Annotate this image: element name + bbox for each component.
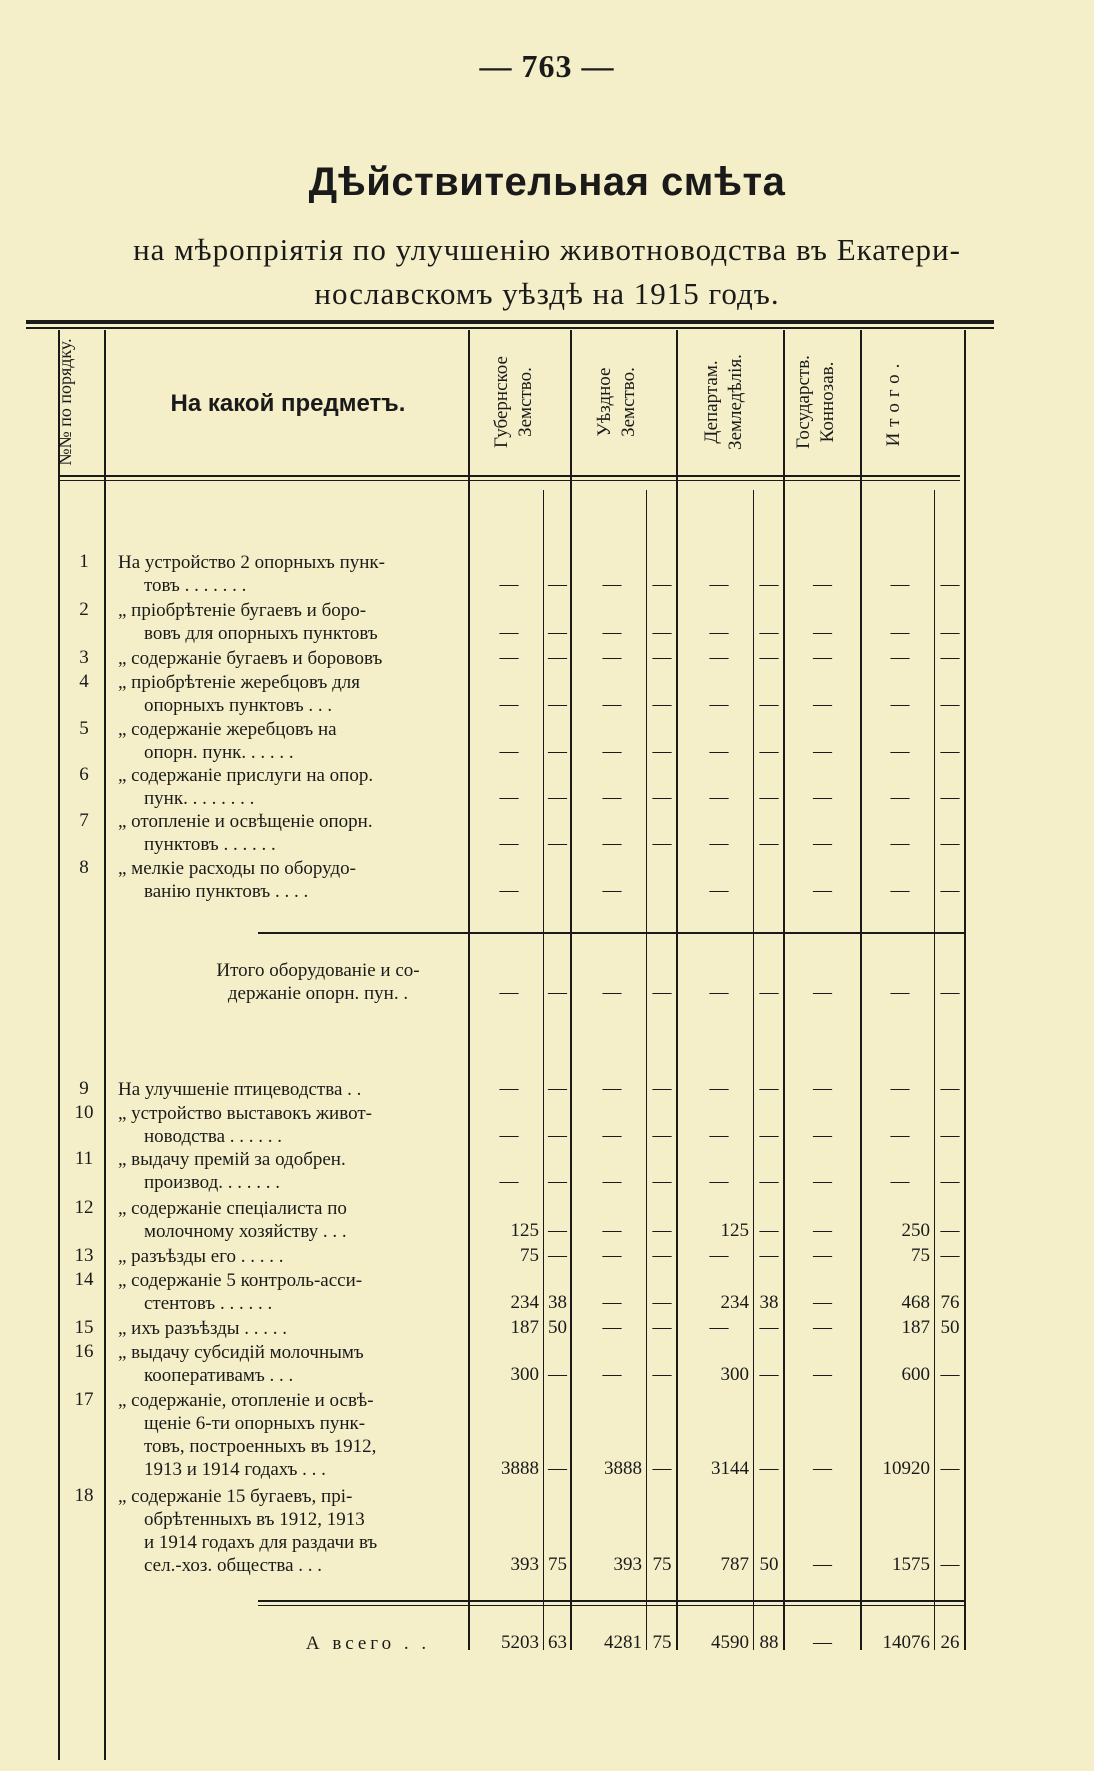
- subtotal-uezd-kop: —: [652, 982, 672, 1003]
- col-line-uezd-k: [646, 490, 647, 1650]
- table-row-17-subject: [118, 1389, 456, 1481]
- grand-total-label: А всего . .: [305, 1633, 431, 1654]
- table-row-11-subject: [118, 1148, 456, 1194]
- header-itogo: Итого.: [883, 357, 904, 447]
- table-row-7-gub-value: —: [499, 833, 519, 854]
- table-row-13-uezd-value: —: [602, 1245, 622, 1266]
- table-row-11-gos-value: —: [813, 1171, 832, 1192]
- table-row-16-subject: [118, 1341, 456, 1387]
- table-row-6-it-kop: —: [940, 787, 960, 808]
- table-row-18-it-kop: —: [940, 1554, 960, 1575]
- table-row-7-dep-value: —: [709, 833, 729, 854]
- table-row-15-gub-kop: 50: [548, 1317, 567, 1338]
- table-row-12-gub-value: 125: [510, 1220, 539, 1241]
- table-row-3-it-value: —: [890, 647, 910, 668]
- header-gos: Государств. Коннозав.: [793, 355, 838, 449]
- table-row-10-subject: [118, 1102, 456, 1148]
- table-row-11-dep-value: —: [709, 1171, 729, 1192]
- table-row-11-gub-value: —: [499, 1171, 519, 1192]
- grand-total-dep-kop: 88: [759, 1632, 779, 1653]
- table-row-2-it-value: —: [890, 622, 910, 643]
- subtotal-gos-value: —: [813, 982, 832, 1003]
- table-row-10-gub-kop: —: [548, 1125, 567, 1146]
- header-dep: Департам. Земледѣлія.: [701, 354, 746, 450]
- table-row-18-uezd-value: 393: [613, 1554, 642, 1575]
- table-row-12-uezd-value: —: [602, 1220, 622, 1241]
- table-row-4-subject-line-1: „ пріобрѣтеніе жеребцовъ для: [118, 672, 361, 693]
- subtotal-it-value: —: [890, 982, 910, 1003]
- table-row-3-gub-value: —: [499, 647, 519, 668]
- subtitle-line-2: нославскомъ уѣздѣ на 1915 годъ.: [314, 276, 780, 311]
- table-row-9-it-value: —: [890, 1078, 910, 1099]
- table-row-17-uezd-value: 3888: [604, 1458, 642, 1479]
- table-row-11-gub-kop: —: [548, 1171, 567, 1192]
- table-row-12-subject: [118, 1197, 456, 1243]
- table-row-9-uezd-kop: —: [652, 1078, 672, 1099]
- grand-total-uezd-kop: 75: [652, 1632, 672, 1653]
- table-row-2-number: 2: [79, 599, 89, 620]
- table-row-15-subject: [118, 1317, 456, 1340]
- table-row-15-dep-kop: —: [759, 1317, 779, 1338]
- table-row-8-gos-value: —: [813, 880, 832, 901]
- table-row-9-it-kop: —: [940, 1078, 960, 1099]
- grand-total-gub-value: 5203: [501, 1632, 539, 1653]
- table-row-14-it-kop: 76: [940, 1292, 960, 1313]
- table-row-15-it-kop: 50: [940, 1317, 960, 1338]
- table-row-12-dep-kop: —: [759, 1220, 779, 1241]
- table-row-10-gos-value: —: [813, 1125, 832, 1146]
- table-row-7-uezd-value: —: [602, 833, 622, 854]
- subtotal-rule: [258, 932, 964, 934]
- table-row-9-uezd-value: —: [602, 1078, 622, 1099]
- grand-total-gub-kop: 63: [548, 1632, 567, 1653]
- table-row-7-it-kop: —: [940, 833, 960, 854]
- table-row-17-subject-line-1: „ содержаніе, отопленіе и освѣ-: [118, 1390, 374, 1411]
- table-row-2-subject-line-1: „ пріобрѣтеніе бугаевъ и боро-: [118, 600, 367, 621]
- table-row-18-number: 18: [74, 1485, 94, 1506]
- table-row-9-gub-value: —: [499, 1078, 519, 1099]
- table-row-8-dep-value: —: [709, 880, 729, 901]
- table-row-5-number: 5: [79, 718, 89, 739]
- table-row-3-uezd-value: —: [602, 647, 622, 668]
- table-row-17-gub-value: 3888: [501, 1458, 539, 1479]
- grand-total-rule: [258, 1600, 964, 1602]
- grand-total-gos-value: —: [813, 1632, 832, 1653]
- table-row-10-uezd-value: —: [602, 1125, 622, 1146]
- table-row-6-subject: [118, 764, 456, 810]
- table-row-14-dep-kop: 38: [759, 1292, 779, 1313]
- table-row-2-uezd-value: —: [602, 622, 622, 643]
- col-line-right: [964, 330, 966, 1650]
- table-row-17-uezd-kop: —: [652, 1458, 672, 1479]
- table-row-15-number: 15: [74, 1317, 94, 1338]
- table-row-18-gub-kop: 75: [548, 1554, 567, 1575]
- table-row-13-subject: [118, 1245, 456, 1268]
- table-row-15-dep-value: —: [709, 1317, 729, 1338]
- table-row-4-dep-kop: —: [759, 694, 779, 715]
- table-row-3-number: 3: [79, 647, 89, 668]
- grand-total-it-value: 14076: [882, 1632, 930, 1653]
- col-line-gos: [860, 330, 862, 1650]
- subtotal-it-kop: —: [940, 982, 960, 1003]
- grand-total-rule-2: [258, 1605, 964, 1606]
- table-row-5-uezd-kop: —: [652, 741, 672, 762]
- table-row-9-dep-value: —: [709, 1078, 729, 1099]
- table-row-17-gub-kop: —: [548, 1458, 567, 1479]
- table-row-7-it-value: —: [890, 833, 910, 854]
- table-row-14-subject-line-1: „ содержаніе 5 контроль-асси-: [118, 1270, 363, 1291]
- table-row-8-gub-value: —: [499, 880, 519, 901]
- table-row-16-uezd-value: —: [602, 1364, 622, 1385]
- table-row-13-dep-kop: —: [759, 1245, 779, 1266]
- table-row-5-subject-line-1: „ содержаніе жеребцовъ на: [118, 719, 337, 740]
- table-row-2-gub-kop: —: [548, 622, 567, 643]
- table-row-12-subject-line-2: молочному хозяйству . . .: [144, 1221, 347, 1242]
- table-row-15-gos-value: —: [813, 1317, 832, 1338]
- header-bottom-rule-2: [60, 480, 960, 481]
- table-row-7-dep-kop: —: [759, 833, 779, 854]
- table-row-18-subject-line-4: сел.-хоз. общества . . .: [144, 1555, 323, 1576]
- table-row-4-number: 4: [79, 671, 89, 692]
- table-row-1-number: 1: [79, 551, 89, 572]
- table-row-7-uezd-kop: —: [652, 833, 672, 854]
- table-row-10-subject-line-2: новодства . . . . . .: [144, 1126, 283, 1147]
- header-bottom-rule: [60, 475, 960, 477]
- table-row-11-subject-line-1: „ выдачу премій за одобрен.: [118, 1149, 346, 1170]
- table-row-4-it-value: —: [890, 694, 910, 715]
- table-row-4-subject: [118, 671, 456, 717]
- table-row-1-gub-kop: —: [548, 574, 567, 595]
- table-row-17-it-value: 10920: [882, 1458, 930, 1479]
- table-row-1-it-value: —: [890, 574, 910, 595]
- table-row-11-it-value: —: [890, 1171, 910, 1192]
- table-row-7-gos-value: —: [813, 833, 832, 854]
- table-row-3-subject: [118, 647, 456, 670]
- table-row-2-dep-kop: —: [759, 622, 779, 643]
- table-row-12-it-kop: —: [940, 1220, 960, 1241]
- table-row-1-uezd-kop: —: [652, 574, 672, 595]
- table-row-9-subject-line-1: На улучшеніе птицеводства . .: [118, 1079, 362, 1100]
- table-row-16-gub-value: 300: [510, 1364, 539, 1385]
- table-row-15-uezd-kop: —: [652, 1317, 672, 1338]
- table-row-5-uezd-value: —: [602, 741, 622, 762]
- table-row-2-it-kop: —: [940, 622, 960, 643]
- table-row-11-it-kop: —: [940, 1171, 960, 1192]
- table-row-15-it-value: 187: [901, 1317, 930, 1338]
- col-line-it-k: [934, 490, 935, 1650]
- header-subject: На какой предметъ.: [170, 390, 406, 417]
- table-row-16-uezd-kop: —: [652, 1364, 672, 1385]
- table-top-rule-thin: [26, 327, 994, 329]
- table-row-17-dep-kop: —: [759, 1458, 779, 1479]
- table-row-3-it-kop: —: [940, 647, 960, 668]
- col-line-subject: [468, 330, 470, 1650]
- table-row-14-subject-line-2: стентовъ . . . . . .: [144, 1293, 273, 1314]
- table-row-5-it-kop: —: [940, 741, 960, 762]
- table-row-9-gub-kop: —: [548, 1078, 567, 1099]
- table-row-5-dep-value: —: [709, 741, 729, 762]
- col-line-num: [104, 330, 106, 1760]
- table-row-4-uezd-value: —: [602, 694, 622, 715]
- table-row-17-subject-line-3: товъ, построенныхъ въ 1912,: [144, 1436, 377, 1457]
- grand-total-dep-value: 4590: [711, 1632, 749, 1653]
- table-row-11-number: 11: [74, 1148, 94, 1169]
- table-row-7-subject-line-1: „ отопленіе и освѣщеніе опорн.: [118, 811, 373, 832]
- table-top-rule: [26, 320, 994, 324]
- subtotal-label-line-1: Итого оборудованіе и со-: [216, 960, 420, 981]
- table-row-18-subject-line-2: обрѣтенныхъ въ 1912, 1913: [144, 1509, 365, 1530]
- col-line-dep-k: [753, 490, 754, 1650]
- table-row-10-it-value: —: [890, 1125, 910, 1146]
- table-row-15-subject-line-1: „ ихъ разъѣзды . . . . .: [118, 1318, 288, 1339]
- table-row-8-it-kop: —: [940, 880, 960, 901]
- page-number: — 763 —: [479, 48, 615, 84]
- table-row-6-dep-value: —: [709, 787, 729, 808]
- header-num: №№ по порядку.: [55, 338, 75, 466]
- table-row-1-gub-value: —: [499, 574, 519, 595]
- subtotal-gub-kop: —: [548, 982, 567, 1003]
- table-row-3-dep-value: —: [709, 647, 729, 668]
- table-row-10-gub-value: —: [499, 1125, 519, 1146]
- table-row-3-subject-line-1: „ содержаніе бугаевъ и борововъ: [118, 648, 383, 669]
- table-row-17-subject-line-2: щеніе 6-ти опорныхъ пунк-: [144, 1413, 366, 1434]
- table-row-16-gub-kop: —: [548, 1364, 567, 1385]
- table-row-13-gub-kop: —: [548, 1245, 567, 1266]
- table-row-1-dep-value: —: [709, 574, 729, 595]
- table-row-5-it-value: —: [890, 741, 910, 762]
- table-row-12-subject-line-1: „ содержаніе спеціалиста по: [118, 1198, 347, 1219]
- table-row-12-dep-value: 125: [720, 1220, 749, 1241]
- table-row-17-gos-value: —: [813, 1458, 832, 1479]
- table-row-6-gos-value: —: [813, 787, 832, 808]
- table-row-17-subject-line-4: 1913 и 1914 годахъ . . .: [144, 1459, 326, 1480]
- header-gub: Губернское Земство.: [491, 356, 536, 448]
- table-row-1-it-kop: —: [940, 574, 960, 595]
- table-row-16-subject-line-2: кооперативамъ . . .: [144, 1365, 294, 1386]
- table-row-9-dep-kop: —: [759, 1078, 779, 1099]
- table-row-7-number: 7: [79, 810, 89, 831]
- table-row-5-subject-line-2: опорн. пунк. . . . . .: [144, 742, 294, 763]
- table-row-2-uezd-kop: —: [652, 622, 672, 643]
- table-row-6-gub-kop: —: [548, 787, 567, 808]
- table-row-14-gos-value: —: [813, 1292, 832, 1313]
- table-row-17-dep-value: 3144: [711, 1458, 749, 1479]
- table-row-13-dep-value: —: [709, 1245, 729, 1266]
- table-row-12-uezd-kop: —: [652, 1220, 672, 1241]
- table-row-8-subject: [118, 857, 456, 903]
- col-line-uezd: [676, 330, 678, 1650]
- table-row-6-uezd-value: —: [602, 787, 622, 808]
- table-row-4-subject-line-2: опорныхъ пунктовъ . . .: [144, 695, 333, 716]
- header-uezd: Уѣздное Земство.: [594, 367, 639, 437]
- table-row-14-it-value: 468: [901, 1292, 930, 1313]
- page-subtitle: [30, 228, 1064, 316]
- table-row-7-subject: [118, 810, 456, 856]
- table-row-12-number: 12: [74, 1197, 94, 1218]
- table-row-1-uezd-value: —: [602, 574, 622, 595]
- table-row-11-uezd-value: —: [602, 1171, 622, 1192]
- table-row-6-uezd-kop: —: [652, 787, 672, 808]
- table-row-11-subject-line-2: производ. . . . . . .: [144, 1172, 281, 1193]
- table-row-17-it-kop: —: [940, 1458, 960, 1479]
- table-row-6-gub-value: —: [499, 787, 519, 808]
- col-line-gub-k: [543, 490, 544, 1650]
- table-row-14-uezd-value: —: [602, 1292, 622, 1313]
- table-row-18-dep-kop: 50: [759, 1554, 779, 1575]
- subtotal-dep-kop: —: [759, 982, 779, 1003]
- table-row-10-number: 10: [74, 1102, 94, 1123]
- table-row-1-subject-line-2: товъ . . . . . . .: [144, 575, 247, 596]
- table-row-10-uezd-kop: —: [652, 1125, 672, 1146]
- col-line-gub: [570, 330, 572, 1650]
- grand-total-uezd-value: 4281: [604, 1632, 642, 1653]
- table-row-4-gub-value: —: [499, 694, 519, 715]
- table-row-1-dep-kop: —: [759, 574, 779, 595]
- table-row-18-it-value: 1575: [892, 1554, 930, 1575]
- table-row-7-gub-kop: —: [548, 833, 567, 854]
- subtitle-line-1: на мѣропріятія по улучшенію животноводства въ Екатери-: [133, 232, 961, 267]
- table-row-14-gub-value: 234: [510, 1292, 539, 1313]
- table-row-6-it-value: —: [890, 787, 910, 808]
- table-row-5-gos-value: —: [813, 741, 832, 762]
- table-row-14-uezd-kop: —: [652, 1292, 672, 1313]
- subtotal-gub-value: —: [499, 982, 519, 1003]
- table-row-12-gos-value: —: [813, 1220, 832, 1241]
- table-row-6-number: 6: [79, 764, 89, 785]
- table-row-16-it-value: 600: [901, 1364, 930, 1385]
- table-row-8-number: 8: [79, 857, 89, 878]
- table-row-5-gub-kop: —: [548, 741, 567, 762]
- table-row-18-dep-value: 787: [720, 1554, 749, 1575]
- table-row-4-it-kop: —: [940, 694, 960, 715]
- table-row-15-gub-value: 187: [510, 1317, 539, 1338]
- table-row-5-subject: [118, 718, 456, 764]
- table-row-13-uezd-kop: —: [652, 1245, 672, 1266]
- table-row-13-it-kop: —: [940, 1245, 960, 1266]
- table-row-10-dep-value: —: [709, 1125, 729, 1146]
- table-row-9-gos-value: —: [813, 1078, 832, 1099]
- table-row-13-number: 13: [74, 1245, 94, 1266]
- table-row-12-it-value: 250: [901, 1220, 930, 1241]
- table-row-18-subject-line-1: „ содержаніе 15 бугаевъ, прі-: [118, 1486, 353, 1507]
- subtotal-uezd-value: —: [602, 982, 622, 1003]
- table-row-15-uezd-value: —: [602, 1317, 622, 1338]
- table-row-18-subject: [118, 1485, 456, 1577]
- table-row-16-it-kop: —: [940, 1364, 960, 1385]
- table-row-5-gub-value: —: [499, 741, 519, 762]
- table-row-4-dep-value: —: [709, 694, 729, 715]
- table-row-2-dep-value: —: [709, 622, 729, 643]
- subtotal-label: [180, 959, 456, 1005]
- table-row-18-subject-line-3: и 1914 годахъ для раздачи въ: [144, 1532, 378, 1553]
- table-row-10-dep-kop: —: [759, 1125, 779, 1146]
- table-row-7-subject-line-2: пунктовъ . . . . . .: [144, 834, 276, 855]
- table-row-4-gos-value: —: [813, 694, 832, 715]
- table-row-6-dep-kop: —: [759, 787, 779, 808]
- table-row-8-subject-line-1: „ мелкіе расходы по оборудо-: [118, 858, 356, 879]
- table-row-1-gos-value: —: [813, 574, 832, 595]
- table-row-16-gos-value: —: [813, 1364, 832, 1385]
- table-row-2-gos-value: —: [813, 622, 832, 643]
- table-row-2-subject: [118, 599, 456, 645]
- table-row-1-subject: [118, 551, 456, 597]
- table-row-3-gos-value: —: [813, 647, 832, 668]
- page-title: Дѣйствительная смѣта: [308, 160, 786, 204]
- table-row-3-uezd-kop: —: [652, 647, 672, 668]
- table-row-13-it-value: 75: [911, 1245, 930, 1266]
- table-row-12-gub-kop: —: [548, 1220, 567, 1241]
- table-row-18-gos-value: —: [813, 1554, 832, 1575]
- table-row-3-gub-kop: —: [548, 647, 567, 668]
- grand-total-it-kop: 26: [940, 1632, 960, 1653]
- col-line-left: [58, 330, 60, 1760]
- subtotal-label-line-2: держаніе опорн. пун. .: [227, 983, 409, 1004]
- table-row-3-dep-kop: —: [759, 647, 779, 668]
- subtotal-dep-value: —: [709, 982, 729, 1003]
- table-row-8-it-value: —: [890, 880, 910, 901]
- table-row-9-subject: [118, 1078, 456, 1101]
- table-row-14-dep-value: 234: [720, 1292, 749, 1313]
- table-row-8-subject-line-2: ванію пунктовъ . . . .: [144, 881, 309, 902]
- table-row-9-number: 9: [79, 1078, 89, 1099]
- table-row-13-subject-line-1: „ разъѣзды его . . . . .: [118, 1246, 284, 1267]
- table-row-14-subject: [118, 1269, 456, 1315]
- table-row-6-subject-line-2: пунк. . . . . . . .: [144, 788, 255, 809]
- table-row-2-subject-line-2: вовъ для опорныхъ пунктовъ: [144, 623, 378, 644]
- table-row-14-gub-kop: 38: [548, 1292, 567, 1313]
- table-row-16-dep-kop: —: [759, 1364, 779, 1385]
- table-row-4-gub-kop: —: [548, 694, 567, 715]
- table-row-16-dep-value: 300: [720, 1364, 749, 1385]
- table-row-14-number: 14: [74, 1269, 94, 1290]
- table-row-13-gos-value: —: [813, 1245, 832, 1266]
- table-row-16-subject-line-1: „ выдачу субсидій молочнымъ: [118, 1342, 364, 1363]
- table-row-18-gub-value: 393: [510, 1554, 539, 1575]
- table-row-10-it-kop: —: [940, 1125, 960, 1146]
- table-row-13-gub-value: 75: [520, 1245, 539, 1266]
- table-row-1-subject-line-1: На устройство 2 опорныхъ пунк-: [118, 552, 385, 573]
- table-row-11-uezd-kop: —: [652, 1171, 672, 1192]
- table-row-17-number: 17: [74, 1389, 94, 1410]
- table-row-11-dep-kop: —: [759, 1171, 779, 1192]
- table-row-5-dep-kop: —: [759, 741, 779, 762]
- table-row-4-uezd-kop: —: [652, 694, 672, 715]
- table-row-10-subject-line-1: „ устройство выставокъ живот-: [118, 1103, 372, 1124]
- table-row-2-gub-value: —: [499, 622, 519, 643]
- table-row-18-uezd-kop: 75: [652, 1554, 672, 1575]
- table-row-8-uezd-value: —: [602, 880, 622, 901]
- table-row-6-subject-line-1: „ содержаніе прислуги на опор.: [118, 765, 374, 786]
- table-row-16-number: 16: [74, 1341, 94, 1362]
